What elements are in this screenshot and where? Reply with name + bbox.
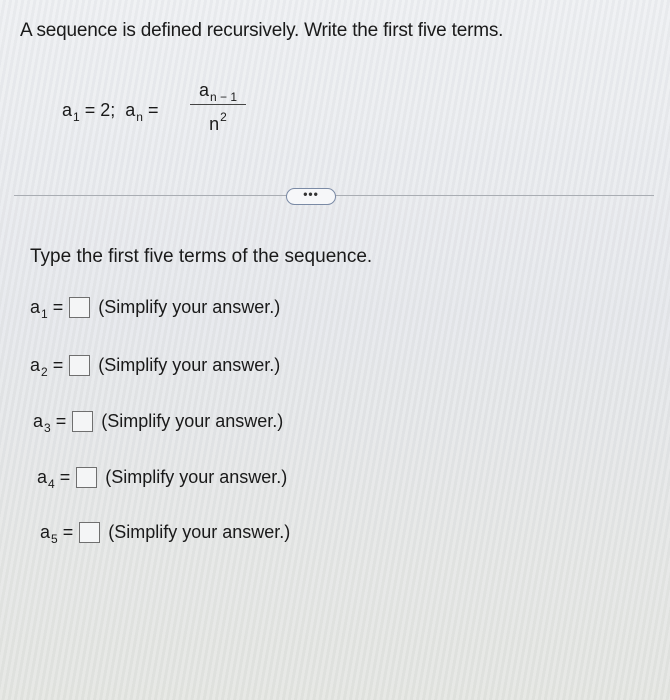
a1-sub: 1 xyxy=(73,110,80,124)
answer-row-a1 xyxy=(30,296,280,326)
answer-input-a5[interactable] xyxy=(79,522,100,543)
answer-row-a2 xyxy=(30,354,280,384)
answer-input-a1[interactable] xyxy=(69,297,90,318)
term-label: $a_4$ = xyxy=(37,466,71,491)
expand-more-button[interactable]: ••• xyxy=(286,188,336,205)
fraction-numerator: $a_{n - 1}$ xyxy=(198,80,238,104)
a1-var: a xyxy=(62,100,73,120)
recursive-formula xyxy=(62,78,322,158)
hint-text: (Simplify your answer.) xyxy=(98,354,281,375)
fraction-bar xyxy=(190,104,246,105)
a1-eq: = 2; xyxy=(79,100,116,120)
term-label: $a_1$ = xyxy=(30,296,64,321)
answer-row-a5 xyxy=(40,521,290,551)
term-label: $a_2$ = xyxy=(30,354,64,379)
term-label: $a_3$ = xyxy=(33,410,67,435)
fraction-denominator: $n^2$ xyxy=(209,110,227,134)
answer-input-a4[interactable] xyxy=(76,467,97,488)
formula-lhs xyxy=(62,100,159,124)
answer-input-a3[interactable] xyxy=(72,411,93,432)
answer-row-a3 xyxy=(33,410,283,440)
an-var: a xyxy=(125,100,136,120)
formula-fraction xyxy=(190,78,246,135)
an-sub: n xyxy=(136,110,143,124)
hint-text: (Simplify your answer.) xyxy=(98,296,281,317)
hint-text: (Simplify your answer.) xyxy=(108,521,291,542)
answer-row-a4 xyxy=(37,466,287,496)
term-label: $a_5$ = xyxy=(40,521,74,546)
answer-input-a2[interactable] xyxy=(69,355,90,376)
question-text: A sequence is defined recursively. Write the first five terms. xyxy=(20,20,504,41)
hint-text: (Simplify your answer.) xyxy=(105,466,288,487)
instruction-text: Type the first five terms of the sequence. xyxy=(30,246,373,267)
an-eq: = xyxy=(142,100,159,120)
hint-text: (Simplify your answer.) xyxy=(101,410,284,431)
